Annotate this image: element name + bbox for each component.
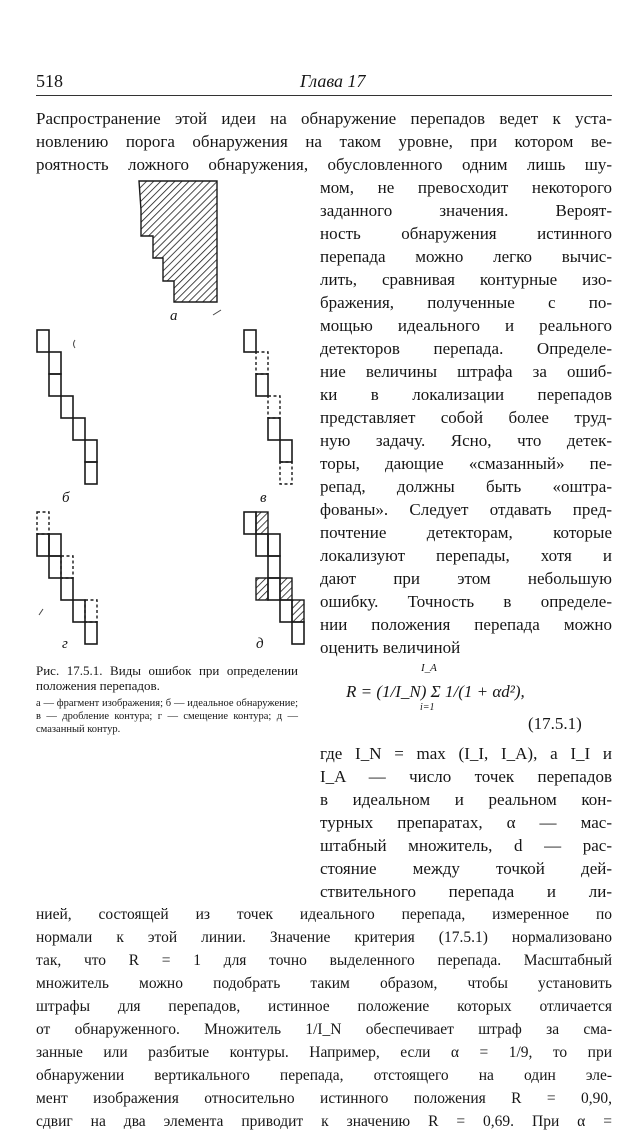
figure-label-g: г <box>62 636 68 652</box>
chapter-title: Глава 17 <box>300 71 366 91</box>
after-line-4: турных препаратах, α — мас- <box>320 813 612 832</box>
full-line-6: от обнаруженного. Множитель 1/I_N обеспечивает штраф за сма- <box>36 1021 612 1038</box>
full-line-8: обнаружении вертикального перепада, отстоящего на один эле- <box>36 1067 612 1084</box>
figure-edge-errors <box>30 170 315 660</box>
after-line-3: в идеальном и реальном кон- <box>320 790 612 809</box>
stray-mark <box>213 310 221 315</box>
column-line-15: фованы». Следует отдавать пред- <box>320 500 612 519</box>
fragmented-edge-v <box>244 330 292 484</box>
formula-sum-upper: I_A <box>421 662 437 674</box>
page-number: 518 <box>36 71 63 91</box>
formula: R = (1/I_N) Σ 1/(1 + αd²), <box>346 682 525 701</box>
column-line-17: локализуют перепады, хотя и <box>320 546 612 565</box>
column-line-6: бражения, полученные с по- <box>320 293 612 312</box>
intro-line-2: новлению порога обнаружения на таком уровне, при котором ве- <box>36 132 612 151</box>
after-line-6: стояние между точкой дей- <box>320 859 612 878</box>
stray-mark <box>39 609 43 615</box>
column-line-5: лить, сравнивая контурные изо- <box>320 270 612 289</box>
column-line-2: заданного значения. Вероят- <box>320 201 612 220</box>
full-line-7: занные или разбитые контуры. Например, если α = 1/9, то при <box>36 1044 612 1061</box>
full-line-2: нормали к этой линии. Значение критерия (17.5.1) нормализовано <box>36 929 612 946</box>
full-line-1: нией, состоящей из точек идеального перепада, измеренное по <box>36 906 612 923</box>
formula-number: (17.5.1) <box>528 714 582 733</box>
column-line-7: мощью идеального и реального <box>320 316 612 335</box>
column-line-1: мом, не превосходит некоторого <box>320 178 612 197</box>
formula-sum-lower: i=1 <box>420 702 435 713</box>
full-line-5: штрафы для перепадов, истинное положение которых отличается <box>36 998 612 1015</box>
shifted-edge-g <box>37 512 97 644</box>
full-line-4: множитель можно подобрать таким образом, чтобы установить <box>36 975 612 992</box>
ideal-edge-b <box>37 330 97 484</box>
figure-label-b: б <box>62 490 70 506</box>
figure-label-d: д <box>256 636 264 652</box>
header-rule <box>36 95 612 96</box>
after-line-5: штабный множитель, d — рас- <box>320 836 612 855</box>
figure-caption: Рис. 17.5.1. Виды ошибок при определении положения перепадов. <box>36 663 298 693</box>
fragment-a <box>139 181 217 302</box>
figure-label-v: в <box>260 490 267 506</box>
column-line-20: нии положения перепада можно <box>320 615 612 634</box>
full-line-9: мент изображения относительно истинного положения R = 0,90, <box>36 1090 612 1107</box>
figure-label-a: а <box>170 308 178 324</box>
column-line-16: почтение детекторам, которые <box>320 523 612 542</box>
column-line-3: ность обнаружения истинного <box>320 224 612 243</box>
after-line-1: где I_N = max (I_I, I_A), а I_I и <box>320 744 612 763</box>
column-line-19: ошибку. Точность в определе- <box>320 592 612 611</box>
column-line-21: оценить величиной <box>320 638 461 657</box>
full-line-10: сдвиг на два элемента приводит к значению R = 0,69. При α = <box>36 1113 612 1130</box>
stray-mark <box>74 340 76 348</box>
column-line-11: представляет собой более труд- <box>320 408 612 427</box>
after-line-7: ствительного перепада и ли- <box>320 882 612 901</box>
column-line-18: дают при этом небольшую <box>320 569 612 588</box>
figure-caption-detail: а — фрагмент изображения; б — идеальное обнаружение; в — дробление контура; г — смещение контура; д — смазанный контур. <box>36 698 298 735</box>
column-line-8: детекторов перепада. Определе- <box>320 339 612 358</box>
smeared-edge-d <box>244 512 304 644</box>
column-line-4: перепада можно легко вычис- <box>320 247 612 266</box>
intro-line-3: роятность ложного обнаружения, обусловленного одним лишь шу- <box>36 155 612 174</box>
after-line-2: I_A — число точек перепадов <box>320 767 612 786</box>
column-line-14: репад, должны быть «оштра- <box>320 477 612 496</box>
full-line-3: так, что R = 1 для точно выделенного перепада. Масштабный <box>36 952 612 969</box>
column-line-13: торы, дающие «смазанный» пе- <box>320 454 612 473</box>
column-line-12: ную задачу. Ясно, что детек- <box>320 431 612 450</box>
column-line-9: ние величины штрафа за ошиб- <box>320 362 612 381</box>
intro-line-1: Распространение этой идеи на обнаружение перепадов ведет к уста- <box>36 109 612 128</box>
column-line-10: ки в локализации перепадов <box>320 385 612 404</box>
